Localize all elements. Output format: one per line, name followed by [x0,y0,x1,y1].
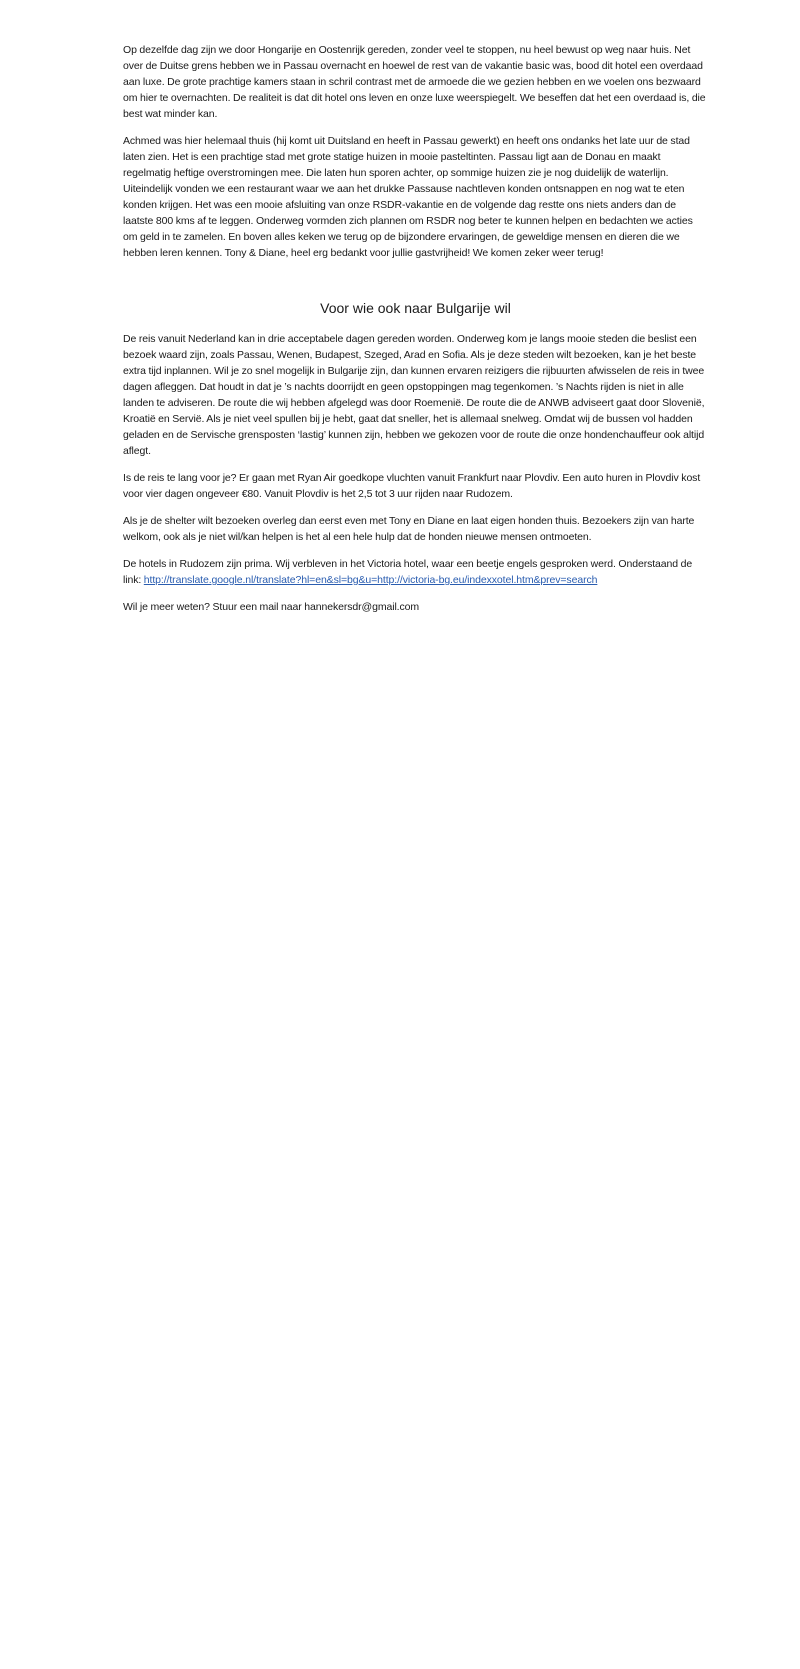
paragraph-contact: Wil je meer weten? Stuur een mail naar hannekersdr@gmail.com [123,601,420,613]
document-body [123,42,708,626]
section-heading: Voor wie ook naar Bulgarije wil [320,300,511,316]
paragraph-hotels [123,556,708,588]
paragraph-passau-hotel: Op dezelfde dag zijn we door Hongarije en Oostenrijk gereden, zonder veel te stoppen, nu heel bewust op weg naar huis. Net over de Duitse grens hebben we in Passau overnacht en hoewel de rest van de vakantie basic was, bood dit hotel een overdaad aan luxe. De grote prachtige kamers staan in schril contrast met de armoede die we gezien hebben en we voelen ons bezwaard om hier te overnachten. De realiteit is dat dit hotel ons leven en onze luxe weerspiegelt. We beseffen dat het een overdaad is, die best wat minder kan. [123,44,706,120]
paragraph-passau-city: Achmed was hier helemaal thuis (hij komt uit Duitsland en heeft in Passau gewerkt) en heeft ons ondanks het late uur de stad laten zien. Het is een prachtige stad met grote statige huizen in mooie pasteltinten. Passau ligt aan de Donau en maakt regelmatig heftige overstromingen mee. Die laten hun sporen achter, op sommige huizen zie je nog duidelijk de waterlijn. Uiteindelijk vonden we een restaurant waar we aan het drukke Passause nachtleven konden ontsnappen en nog wat te eten konden krijgen. Het was een mooie afsluiting van onze RSDR-vakantie en de volgende dag restte ons niets anders dan de laatste 800 kms af te leggen. Onderweg vormden zich plannen om RSDR nog beter te kunnen helpen en bedachten we acties om geld in te zamelen. En boven alles keken we terug op de bijzondere ervaringen, de geweldige mensen en dieren die we hebben leren kennen. Tony & Diane, heel erg bedankt voor jullie gastvrijheid! We komen zeker weer terug! [123,135,693,259]
hotels-text: De hotels in Rudozem zijn prima. Wij verbleven in het Victoria hotel, waar een beetje engels gesproken werd. Onderstaand de link: [123,558,693,586]
paragraph-route: De reis vanuit Nederland kan in drie acceptabele dagen gereden worden. Onderweg kom je langs mooie steden die beslist een bezoek waard zijn, zoals Passau, Wenen, Budapest, Szeged, Arad en Sofia. Als je deze steden wilt bezoeken, kan je het beste extra tijd inplannen. Wil je zo snel mogelijk in Bulgarije zijn, dan kunnen ervaren reizigers die rijbuurten afwisselen de reis in twee dagen afleggen. Dat houdt in dat je ’s nachts doorrijdt en geen opstoppingen mag tegenkomen. ’s Nachts rijden is niet in alle landen te adviseren. De route die wij hebben afgelegd was door Roemenië. De route die de ANWB adviseert gaat door Slovenië, Kroatië en Servië. Als je niet veel spullen bij je hebt, gaat dat sneller, het is allemaal snelweg. Omdat wij de bussen vol hadden geladen en de Servische grensposten ‘lastig’ kunnen zijn, hebben we gekozen voor de route die onze hondenchauffeur ook altijd aflegt. [123,333,705,457]
paragraph-flights: Is de reis te lang voor je? Er gaan met Ryan Air goedkope vluchten vanuit Frankfurt naar Plovdiv. Een auto huren in Plovdiv kost voor vier dagen ongeveer €80. Vanuit Plovdiv is het 2,5 tot 3 uur rijden naar Rudozem. [123,472,701,500]
paragraph-shelter-visit: Als je de shelter wilt bezoeken overleg dan eerst even met Tony en Diane en laat eigen honden thuis. Bezoekers zijn van harte welkom, ook als je niet wil/kan helpen is het al een hele hulp dat de honden nieuwe mensen ontmoeten. [123,515,695,543]
hotel-link[interactable]: http://translate.google.nl/translate?hl=en&sl=bg&u=http://victoria-bg.eu/indexxotel.htm&prev=search [143,574,598,586]
